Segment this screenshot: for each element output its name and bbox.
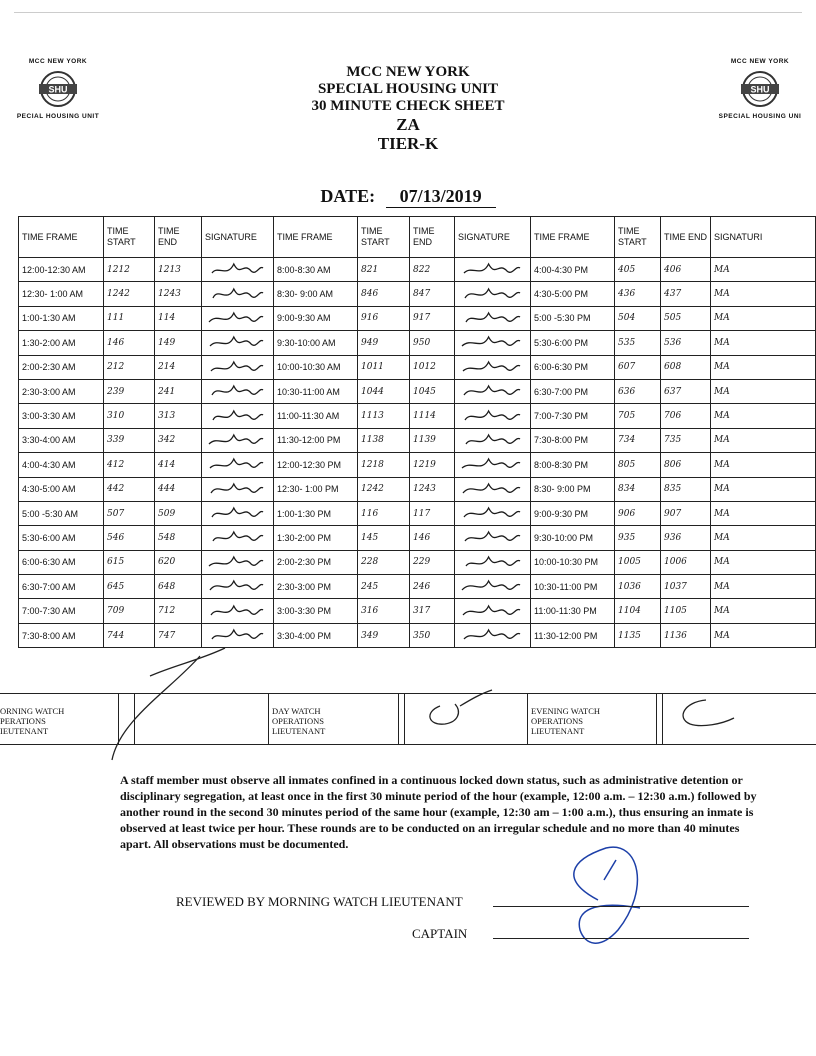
time-start-cell[interactable]: 436: [615, 282, 661, 306]
reviewed-signature-line[interactable]: [493, 906, 749, 907]
time-start-cell[interactable]: 949: [358, 331, 410, 355]
signature-cell[interactable]: MA: [711, 550, 816, 574]
time-start-cell[interactable]: 1135: [615, 623, 661, 647]
date-value: 07/13/2019: [386, 186, 496, 208]
signature-scribble: [458, 381, 526, 402]
signature-cell[interactable]: [202, 428, 274, 452]
signature-scribble: [205, 332, 269, 353]
morning-watch-line: ORNING WATCH: [0, 706, 65, 716]
table-row: [19, 282, 816, 306]
captain-signature: [574, 847, 640, 943]
time-end-cell[interactable]: 229: [410, 550, 455, 574]
time-end-cell[interactable]: 1243: [410, 477, 455, 501]
time-frame-cell: 7:30-8:00 PM: [531, 428, 615, 452]
signature-cell[interactable]: MA: [711, 282, 816, 306]
signature-cell[interactable]: [202, 355, 274, 379]
signature-scribble: [458, 454, 526, 475]
time-start-cell[interactable]: 1242: [104, 282, 155, 306]
time-start-cell[interactable]: 1113: [358, 404, 410, 428]
time-start-cell[interactable]: 228: [358, 550, 410, 574]
time-end-cell[interactable]: 241: [155, 379, 202, 403]
signature-cell[interactable]: [455, 331, 531, 355]
signature-scribble: [458, 430, 526, 451]
time-start-cell[interactable]: 145: [358, 526, 410, 550]
signature-cell[interactable]: [455, 428, 531, 452]
time-frame-cell: 7:00-7:30 PM: [531, 404, 615, 428]
time-frame-cell: 7:30-8:00 AM: [19, 623, 104, 647]
time-end-cell[interactable]: 536: [661, 331, 711, 355]
column-header: TIME START: [104, 217, 155, 258]
time-end-cell[interactable]: 1136: [661, 623, 711, 647]
time-frame-cell: 2:30-3:00 PM: [274, 575, 358, 599]
reviewed-by-label: REVIEWED BY MORNING WATCH LIEUTENANT: [176, 894, 463, 909]
signature-cell[interactable]: [455, 501, 531, 525]
divider: [268, 694, 269, 744]
signature-scribble: [458, 332, 526, 353]
time-start-cell[interactable]: 504: [615, 306, 661, 330]
signature-cell[interactable]: MA: [711, 404, 816, 428]
signature-scribble: [458, 479, 526, 500]
signature-cell[interactable]: [455, 599, 531, 623]
heading-line-2: SPECIAL HOUSING UNIT: [317, 81, 499, 97]
time-frame-cell: 6:00-6:30 AM: [19, 550, 104, 574]
time-start-cell[interactable]: 349: [358, 623, 410, 647]
time-frame-cell: 4:30-5:00 AM: [19, 477, 104, 501]
heading-line-5: TIER-K: [377, 134, 439, 153]
signature-scribble: [458, 259, 526, 280]
time-start-cell[interactable]: 709: [104, 599, 155, 623]
table-row: [19, 623, 816, 647]
signature-cell[interactable]: MA: [711, 501, 816, 525]
time-frame-cell: 8:30- 9:00 AM: [274, 282, 358, 306]
time-start-cell[interactable]: 1138: [358, 428, 410, 452]
signature-cell[interactable]: [455, 453, 531, 477]
column-header: SIGNATURE: [455, 217, 531, 258]
time-frame-cell: 8:30- 9:00 PM: [531, 477, 615, 501]
signature-scribble: [205, 406, 269, 427]
time-start-cell[interactable]: 212: [104, 355, 155, 379]
evening-watch-line: OPERATIONS: [531, 716, 583, 726]
signature-cell[interactable]: MA: [711, 575, 816, 599]
evening-watch-line: EVENING WATCH: [531, 706, 601, 716]
time-end-cell[interactable]: 917: [410, 306, 455, 330]
time-start-cell[interactable]: 1005: [615, 550, 661, 574]
signature-cell[interactable]: [455, 306, 531, 330]
time-start-cell[interactable]: 805: [615, 453, 661, 477]
time-start-cell[interactable]: 834: [615, 477, 661, 501]
signature-cell[interactable]: [455, 404, 531, 428]
time-frame-cell: 10:00-10:30 AM: [274, 355, 358, 379]
table-row: [19, 428, 816, 452]
signature-cell[interactable]: [455, 575, 531, 599]
seal-bottom-text: PECIAL HOUSING UNIT: [16, 113, 100, 120]
time-start-cell[interactable]: 705: [615, 404, 661, 428]
table-row: [19, 306, 816, 330]
signature-cell[interactable]: MA: [711, 258, 816, 282]
table-header-row: [19, 217, 816, 258]
time-end-cell[interactable]: 444: [155, 477, 202, 501]
time-end-cell[interactable]: 735: [661, 428, 711, 452]
check-sheet-table: [18, 216, 816, 648]
time-frame-cell: 12:00-12:30 PM: [274, 453, 358, 477]
time-start-cell[interactable]: 1104: [615, 599, 661, 623]
signature-scribble: [205, 552, 269, 573]
divider: [118, 694, 119, 744]
signature-cell[interactable]: [455, 258, 531, 282]
time-frame-cell: 5:00 -5:30 PM: [531, 306, 615, 330]
column-header: TIME START: [358, 217, 410, 258]
time-end-cell[interactable]: 936: [661, 526, 711, 550]
signature-scribble: [458, 406, 526, 427]
column-header: TIME FRAME: [19, 217, 104, 258]
time-end-cell[interactable]: 847: [410, 282, 455, 306]
signature-scribble: [205, 308, 269, 329]
time-frame-cell: 2:30-3:00 AM: [19, 379, 104, 403]
time-frame-cell: 8:00-8:30 AM: [274, 258, 358, 282]
time-start-cell[interactable]: 1218: [358, 453, 410, 477]
time-end-cell[interactable]: 1006: [661, 550, 711, 574]
time-start-cell[interactable]: 507: [104, 501, 155, 525]
time-start-cell[interactable]: 412: [104, 453, 155, 477]
time-end-cell[interactable]: 1139: [410, 428, 455, 452]
time-frame-cell: 2:00-2:30 AM: [19, 355, 104, 379]
day-watch-line: OPERATIONS: [272, 716, 324, 726]
signature-cell[interactable]: [455, 282, 531, 306]
column-header: SIGNATURE: [202, 217, 274, 258]
time-frame-cell: 3:00-3:30 AM: [19, 404, 104, 428]
time-end-cell[interactable]: 509: [155, 501, 202, 525]
time-frame-cell: 12:00-12:30 AM: [19, 258, 104, 282]
signature-cell[interactable]: [202, 599, 274, 623]
time-start-cell[interactable]: 846: [358, 282, 410, 306]
signature-cell[interactable]: MA: [711, 526, 816, 550]
time-end-cell[interactable]: 907: [661, 501, 711, 525]
time-start-cell[interactable]: 1242: [358, 477, 410, 501]
time-start-cell[interactable]: 1011: [358, 355, 410, 379]
time-end-cell[interactable]: 648: [155, 575, 202, 599]
signature-scribble: [205, 527, 269, 548]
signature-cell[interactable]: [202, 477, 274, 501]
signature-cell[interactable]: [202, 379, 274, 403]
table-row: [19, 599, 816, 623]
column-header: TIME FRAME: [274, 217, 358, 258]
time-frame-cell: 11:30-12:00 PM: [531, 623, 615, 647]
time-start-cell[interactable]: 744: [104, 623, 155, 647]
signature-cell[interactable]: MA: [711, 331, 816, 355]
time-end-cell[interactable]: 114: [155, 306, 202, 330]
time-frame-cell: 8:00-8:30 PM: [531, 453, 615, 477]
time-end-cell[interactable]: 246: [410, 575, 455, 599]
column-header: TIME FRAME: [531, 217, 615, 258]
date-row: [0, 186, 816, 208]
document-heading: [0, 64, 816, 153]
table-row: [19, 526, 816, 550]
time-start-cell[interactable]: 906: [615, 501, 661, 525]
time-frame-cell: 1:00-1:30 AM: [19, 306, 104, 330]
signature-scribble: [458, 308, 526, 329]
time-end-cell[interactable]: 1012: [410, 355, 455, 379]
column-header: TIME START: [615, 217, 661, 258]
time-frame-cell: 7:00-7:30 AM: [19, 599, 104, 623]
signature-scribble: [458, 625, 526, 646]
page-top-rule: [14, 12, 802, 13]
table-row: [19, 355, 816, 379]
time-end-cell[interactable]: 608: [661, 355, 711, 379]
signature-scribble: [458, 284, 526, 305]
time-start-cell[interactable]: 1036: [615, 575, 661, 599]
time-frame-cell: 10:00-10:30 PM: [531, 550, 615, 574]
time-start-cell[interactable]: 116: [358, 501, 410, 525]
time-end-cell[interactable]: 1114: [410, 404, 455, 428]
time-end-cell[interactable]: 505: [661, 306, 711, 330]
time-start-cell[interactable]: 645: [104, 575, 155, 599]
evening-watch-line: LIEUTENANT: [531, 726, 585, 736]
signature-scribble: [205, 454, 269, 475]
time-start-cell[interactable]: 535: [615, 331, 661, 355]
time-frame-cell: 6:30-7:00 PM: [531, 379, 615, 403]
time-frame-cell: 10:30-11:00 AM: [274, 379, 358, 403]
time-frame-cell: 12:30- 1:00 AM: [19, 282, 104, 306]
time-start-cell[interactable]: 339: [104, 428, 155, 452]
time-start-cell[interactable]: 146: [104, 331, 155, 355]
seal-emblem-text: SHU: [750, 84, 770, 95]
signature-scribble: [458, 527, 526, 548]
signature-scribble: [205, 357, 269, 378]
time-end-cell[interactable]: 149: [155, 331, 202, 355]
time-start-cell[interactable]: 405: [615, 258, 661, 282]
time-frame-cell: 4:00-4:30 PM: [531, 258, 615, 282]
seal-bottom-text: SPECIAL HOUSING UNI: [718, 113, 802, 120]
time-frame-cell: 3:30-4:00 AM: [19, 428, 104, 452]
time-frame-cell: 9:00-9:30 AM: [274, 306, 358, 330]
time-end-cell[interactable]: 822: [410, 258, 455, 282]
time-frame-cell: 9:30-10:00 PM: [531, 526, 615, 550]
signature-scribble: [458, 357, 526, 378]
signature-cell[interactable]: MA: [711, 477, 816, 501]
signature-cell[interactable]: [202, 306, 274, 330]
time-end-cell[interactable]: 1045: [410, 379, 455, 403]
morning-watch-label: [0, 706, 64, 736]
time-end-cell[interactable]: 706: [661, 404, 711, 428]
time-end-cell[interactable]: 313: [155, 404, 202, 428]
time-end-cell[interactable]: 214: [155, 355, 202, 379]
seal-top-text: MCC NEW YORK: [28, 58, 88, 65]
time-frame-cell: 12:30- 1:00 PM: [274, 477, 358, 501]
morning-signature-box[interactable]: [134, 694, 135, 744]
signature-cell[interactable]: MA: [711, 453, 816, 477]
captain-label: CAPTAIN: [412, 926, 468, 941]
divider: [656, 694, 657, 744]
time-end-cell[interactable]: 1105: [661, 599, 711, 623]
time-start-cell[interactable]: 916: [358, 306, 410, 330]
signature-scribble: [205, 601, 269, 622]
signature-scribble: [205, 479, 269, 500]
time-end-cell[interactable]: 548: [155, 526, 202, 550]
signature-scribble: [205, 381, 269, 402]
time-end-cell[interactable]: 117: [410, 501, 455, 525]
signature-cell[interactable]: MA: [711, 599, 816, 623]
time-frame-cell: 1:00-1:30 PM: [274, 501, 358, 525]
seal-emblem-text: SHU: [48, 84, 68, 95]
divider: [398, 694, 399, 744]
table-row: [19, 379, 816, 403]
signature-scribble: [458, 503, 526, 524]
time-start-cell[interactable]: 821: [358, 258, 410, 282]
time-start-cell[interactable]: 636: [615, 379, 661, 403]
time-frame-cell: 2:00-2:30 PM: [274, 550, 358, 574]
signature-cell[interactable]: MA: [711, 306, 816, 330]
time-frame-cell: 10:30-11:00 PM: [531, 575, 615, 599]
signature-scribble: [205, 625, 269, 646]
time-end-cell[interactable]: 342: [155, 428, 202, 452]
time-start-cell[interactable]: 245: [358, 575, 410, 599]
column-header: TIME END: [661, 217, 711, 258]
signature-cell[interactable]: [202, 282, 274, 306]
table-row: [19, 501, 816, 525]
signature-scribble: [205, 503, 269, 524]
table-row: [19, 477, 816, 501]
time-frame-cell: 5:00 -5:30 AM: [19, 501, 104, 525]
time-end-cell[interactable]: 835: [661, 477, 711, 501]
time-end-cell[interactable]: 350: [410, 623, 455, 647]
signature-scribble: [205, 259, 269, 280]
time-frame-cell: 6:30-7:00 AM: [19, 575, 104, 599]
signature-cell[interactable]: [202, 331, 274, 355]
seal-top-text: MCC NEW YORK: [730, 58, 790, 65]
time-start-cell[interactable]: 607: [615, 355, 661, 379]
time-frame-cell: 11:00-11:30 AM: [274, 404, 358, 428]
time-end-cell[interactable]: 406: [661, 258, 711, 282]
signature-cell[interactable]: [202, 575, 274, 599]
signature-cell[interactable]: [202, 623, 274, 647]
time-frame-cell: 9:30-10:00 AM: [274, 331, 358, 355]
time-end-cell[interactable]: 1243: [155, 282, 202, 306]
day-watch-line: LIEUTENANT: [272, 726, 326, 736]
table-row: [19, 575, 816, 599]
time-end-cell[interactable]: 1037: [661, 575, 711, 599]
time-end-cell[interactable]: 1219: [410, 453, 455, 477]
time-start-cell[interactable]: 316: [358, 599, 410, 623]
evening-signature-box[interactable]: [662, 694, 663, 744]
time-end-cell[interactable]: 146: [410, 526, 455, 550]
signature-scribble: [458, 601, 526, 622]
captain-signature-line[interactable]: [493, 938, 749, 939]
table-row: [19, 331, 816, 355]
signature-cell[interactable]: [202, 453, 274, 477]
time-frame-cell: 3:00-3:30 PM: [274, 599, 358, 623]
morning-watch-line: IEUTENANT: [0, 726, 49, 736]
watch-lieutenant-section: [0, 693, 816, 745]
time-end-cell[interactable]: 950: [410, 331, 455, 355]
signature-cell[interactable]: MA: [711, 355, 816, 379]
signature-cell[interactable]: [202, 258, 274, 282]
table-row: [19, 453, 816, 477]
column-header: SIGNATURI: [711, 217, 816, 258]
time-start-cell[interactable]: 734: [615, 428, 661, 452]
signature-cell[interactable]: [455, 355, 531, 379]
time-start-cell[interactable]: 442: [104, 477, 155, 501]
column-header: TIME END: [410, 217, 455, 258]
time-end-cell[interactable]: 712: [155, 599, 202, 623]
time-end-cell[interactable]: 806: [661, 453, 711, 477]
time-end-cell[interactable]: 317: [410, 599, 455, 623]
time-frame-cell: 9:00-9:30 PM: [531, 501, 615, 525]
time-frame-cell: 11:30-12:00 PM: [274, 428, 358, 452]
signature-cell[interactable]: [202, 550, 274, 574]
time-frame-cell: 4:30-5:00 PM: [531, 282, 615, 306]
time-start-cell[interactable]: 546: [104, 526, 155, 550]
instructions-note: A staff member must observe all inmates confined in a continuous locked down status, such as administrative detention or disciplinary segregation, at least once in the first 30 minute period of the hour (example, 12:00 a.m. – 12:30 a.m.) followed by another round in the second 30 minutes period of the same hour (example, 12:30 am – 1:00 a.m.), thus ensuring an inmate is observed at least twice per hour. These rounds are to be conducted on an irregular schedule and no more than 40 minutes apart. All observations must be documented.: [120, 773, 757, 851]
divider: [527, 694, 528, 744]
day-watch-label: [272, 706, 325, 736]
time-frame-cell: 1:30-2:00 PM: [274, 526, 358, 550]
morning-watch-line: PERATIONS: [0, 716, 46, 726]
time-end-cell[interactable]: 414: [155, 453, 202, 477]
signature-scribble: [205, 284, 269, 305]
time-frame-cell: 3:30-4:00 PM: [274, 623, 358, 647]
signature-scribble: [458, 552, 526, 573]
day-signature-box[interactable]: [404, 694, 405, 744]
date-label: DATE:: [320, 186, 376, 206]
signature-cell[interactable]: MA: [711, 428, 816, 452]
signature-scribble: [458, 576, 526, 597]
signature-cell[interactable]: [202, 501, 274, 525]
signature-scribble: [205, 430, 269, 451]
signature-scribble: [205, 576, 269, 597]
time-end-cell[interactable]: 637: [661, 379, 711, 403]
time-end-cell[interactable]: 620: [155, 550, 202, 574]
time-start-cell[interactable]: 1212: [104, 258, 155, 282]
signature-cell[interactable]: [455, 550, 531, 574]
heading-line-3: 30 MINUTE CHECK SHEET: [311, 98, 505, 114]
time-start-cell[interactable]: 935: [615, 526, 661, 550]
signature-cell[interactable]: [455, 526, 531, 550]
table-body: [19, 258, 816, 648]
signature-cell[interactable]: [202, 526, 274, 550]
time-frame-cell: 5:30-6:00 AM: [19, 526, 104, 550]
time-frame-cell: 11:00-11:30 PM: [531, 599, 615, 623]
table-row: [19, 404, 816, 428]
signature-cell[interactable]: MA: [711, 623, 816, 647]
evening-watch-label: [531, 706, 600, 736]
signature-cell[interactable]: [455, 477, 531, 501]
time-end-cell[interactable]: 747: [155, 623, 202, 647]
time-start-cell[interactable]: 111: [104, 306, 155, 330]
time-frame-cell: 1:30-2:00 AM: [19, 331, 104, 355]
time-start-cell[interactable]: 1044: [358, 379, 410, 403]
time-frame-cell: 6:00-6:30 PM: [531, 355, 615, 379]
time-frame-cell: 4:00-4:30 AM: [19, 453, 104, 477]
time-start-cell[interactable]: 239: [104, 379, 155, 403]
heading-line-1: MCC NEW YORK: [346, 64, 470, 80]
time-start-cell[interactable]: 310: [104, 404, 155, 428]
time-end-cell[interactable]: 1213: [155, 258, 202, 282]
signature-cell[interactable]: MA: [711, 379, 816, 403]
table-row: [19, 258, 816, 282]
time-frame-cell: 5:30-6:00 PM: [531, 331, 615, 355]
column-header: TIME END: [155, 217, 202, 258]
signature-cell[interactable]: [455, 379, 531, 403]
time-end-cell[interactable]: 437: [661, 282, 711, 306]
time-start-cell[interactable]: 615: [104, 550, 155, 574]
signature-cell[interactable]: [202, 404, 274, 428]
signature-cell[interactable]: [455, 623, 531, 647]
table-row: [19, 550, 816, 574]
heading-line-4: ZA: [396, 115, 420, 134]
day-watch-line: DAY WATCH: [272, 706, 321, 716]
